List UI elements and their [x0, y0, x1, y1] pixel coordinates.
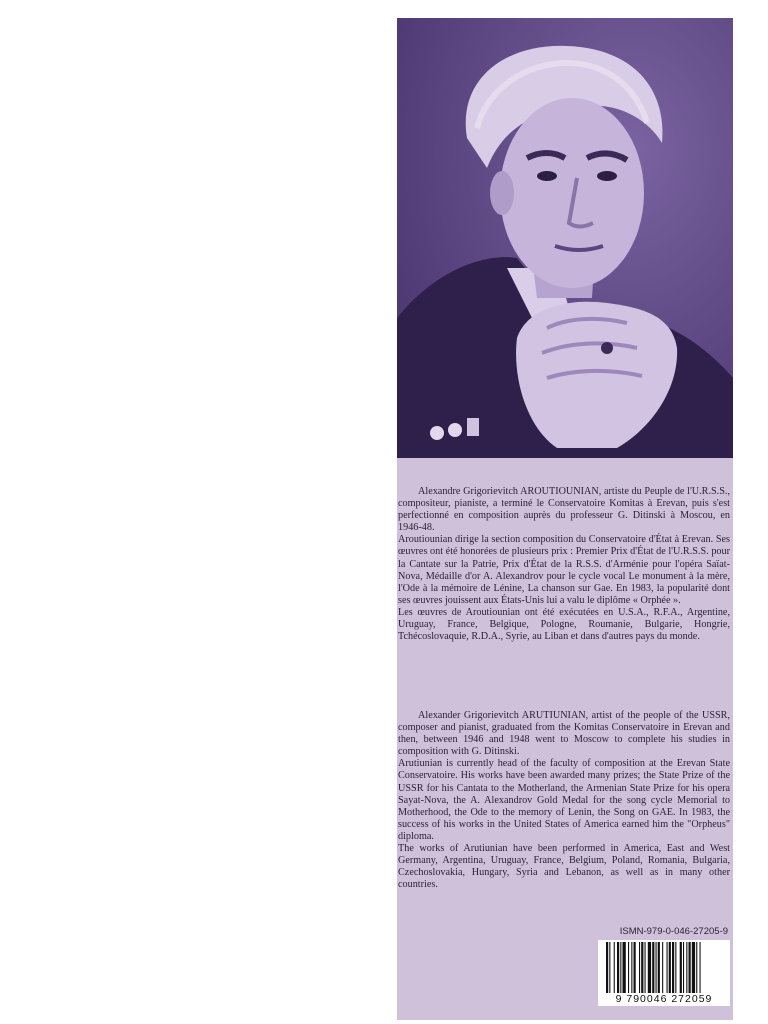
barcode-bar [662, 942, 663, 994]
french-paragraph: Alexandre Grigorievitch AROUTIOUNIAN, artiste du Peuple de l'U.R.S.S., compositeur, pianiste, a terminé le Conservatoire Komitas à Erevan, puis s'est perfectionné en composition auprès du professeur G. Ditinski à Moscou, en 1946-48. [398, 486, 730, 534]
barcode-bar [606, 942, 608, 994]
barcode-bar [658, 942, 660, 994]
barcode-bar [667, 942, 668, 994]
barcode-bar [669, 942, 671, 994]
barcode [598, 940, 730, 1006]
barcode-bar [696, 942, 697, 994]
barcode-bar [692, 942, 695, 994]
barcode-bar [648, 942, 651, 994]
barcode-bars [598, 940, 730, 996]
ismn-code: ISMN-979-0-046-27205-9 [619, 926, 728, 937]
barcode-bar [672, 942, 674, 994]
french-biography [398, 486, 730, 643]
barcode-bar [634, 942, 636, 994]
barcode-bar [614, 942, 615, 994]
composer-portrait-photo [397, 18, 733, 458]
english-paragraph: Alexander Grigorievitch ARUTIUNIAN, artist of the people of the USSR, composer and pianist, graduated from the Komitas Conservatoire in Erevan and then, between 1946 and 1948 went to Moscow to complete his studies in composition with G. Ditinski. [398, 710, 730, 758]
barcode-bar [623, 942, 626, 994]
english-paragraph: The works of Arutiunian have been performed in America, East and West Germany, Argentina, Uruguay, France, Belgium, Poland, Romania, Bulgaria, Czechoslovakia, Hungary, Syria and Lebanon, as well as in many other countries. [398, 843, 730, 891]
barcode-bar [656, 942, 657, 994]
barcode-bar [689, 942, 691, 994]
french-paragraph: Les œuvres de Aroutiounian ont été exécutées en U.S.A., R.F.A., Argentine, Uruguay, France, Belgique, Pologne, Roumanie, Bulgarie, Hongrie, Tchécoslovaquie, R.D.A., Syrie, au Liban et dans d'autres pays du monde. [398, 606, 730, 643]
barcode-bar [675, 942, 676, 994]
barcode-bar [700, 942, 701, 994]
barcode-bar [652, 942, 654, 994]
barcode-bar [620, 942, 621, 994]
english-paragraph: Arutiunian is currently head of the faculty of composition at the Erevan State Conservatoire. His works have been awarded many prizes; the State Prize of the USSR for his Cantata to the Motherland, the Armenian State Prize for his opera Sayat-Nova, the A. Alexandrov Gold Medal for the song cycle Memorial to Motherhood, the Ode to the memory of Lenin, the Song on GAE. In 1983, the success of his works in the United States of America earned him the "Orpheus" diploma. [398, 758, 730, 842]
barcode-digits: 9 790046 272059 [598, 993, 730, 1005]
english-biography [398, 710, 730, 891]
barcode-bar [609, 942, 610, 994]
barcode-bar [617, 942, 619, 994]
barcode-bar [645, 942, 646, 994]
barcode-bar [683, 942, 684, 994]
barcode-bar [631, 942, 632, 994]
barcode-bar [628, 942, 629, 994]
barcode-bar [686, 942, 687, 994]
french-paragraph: Aroutiounian dirige la section composition du Conservatoire d'État à Erevan. Ses œuvres ont été honorées de plusieurs prix : Premier Prix d'État de l'U.R.S.S. pour la Cantate sur la Patrie, Prix d'État de la R.S.S. d'Arménie pour l'opéra Saïat-Nova, Médaille d'or A. Alexandrov pour le cycle vocal Le monument à la mère, l'Ode à la mémoire de Lénine, La chanson sur Gae. En 1983, la popularité dont ses œuvres jouissent aux États-Unis lui a valu le diplôme « Orphée ». [398, 534, 730, 606]
barcode-bar [680, 942, 682, 994]
barcode-bar [641, 942, 643, 994]
barcode-bar [639, 942, 640, 994]
